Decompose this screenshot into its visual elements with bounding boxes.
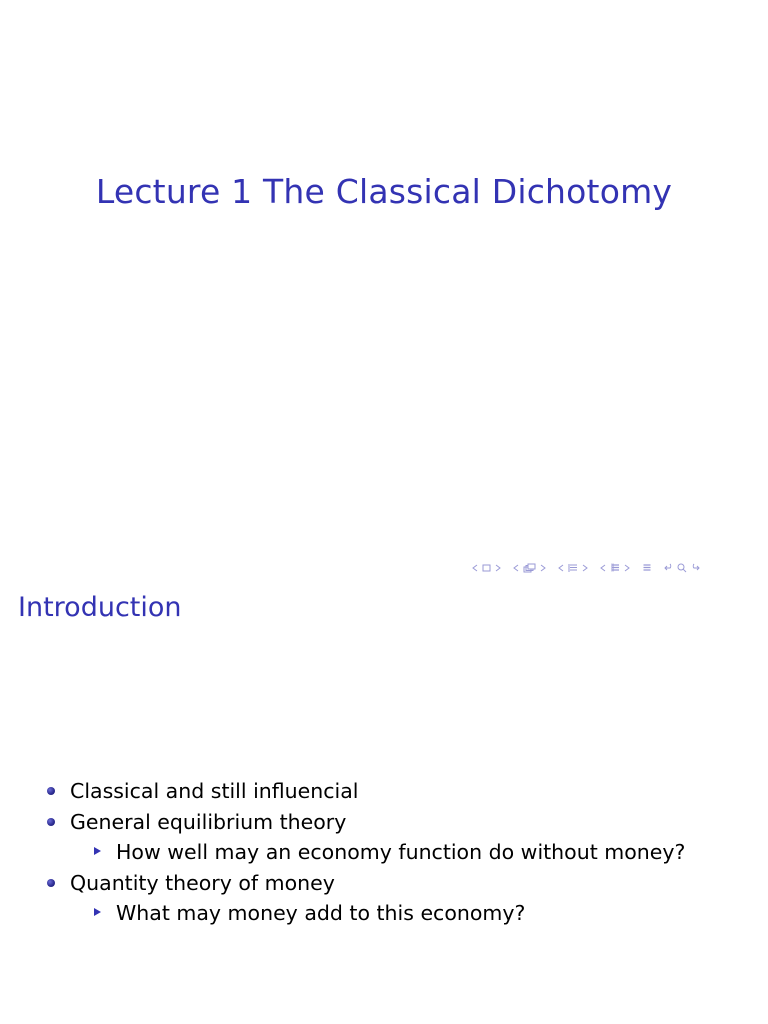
arrow-right-icon[interactable] <box>582 560 588 576</box>
document-icon[interactable] <box>642 560 652 576</box>
list-item <box>44 807 685 838</box>
bullet-icon <box>47 879 55 887</box>
lecture-title: Lecture 1 The Classical Dichotomy <box>95 172 673 211</box>
sub-list-item <box>44 837 685 868</box>
bullet-list <box>44 776 685 929</box>
beamer-navigation-bar <box>472 559 700 577</box>
list-item-text: Quantity theory of money <box>70 870 335 895</box>
arrow-right-icon[interactable] <box>540 560 546 576</box>
arrow-right-icon[interactable] <box>624 560 630 576</box>
list-item <box>44 868 685 899</box>
nav-subsection-group <box>513 560 546 576</box>
list-item-text: General equilibrium theory <box>70 809 347 834</box>
back-icon[interactable] <box>664 560 675 576</box>
section-icon[interactable] <box>568 560 578 576</box>
nav-section-group <box>558 560 588 576</box>
nav-frame-group <box>472 560 501 576</box>
frame-icon[interactable] <box>482 560 491 576</box>
list-item-text: How well may an economy function do without money? <box>116 840 686 864</box>
forward-icon[interactable] <box>689 560 700 576</box>
arrow-left-icon[interactable] <box>472 560 478 576</box>
bullet-icon <box>47 818 55 826</box>
nav-appendix-group <box>642 560 652 576</box>
arrow-left-icon[interactable] <box>513 560 519 576</box>
introduction-slide <box>0 576 768 1024</box>
arrow-left-icon[interactable] <box>558 560 564 576</box>
list-item <box>44 776 685 807</box>
frame-title: Introduction <box>18 592 182 623</box>
arrow-left-icon[interactable] <box>600 560 606 576</box>
sub-list-item <box>44 898 685 929</box>
bullet-icon <box>47 787 55 795</box>
triangle-bullet-icon <box>94 908 101 916</box>
subsection-icon[interactable] <box>523 560 536 576</box>
list-item-text: Classical and still influencial <box>70 779 359 803</box>
nav-document-group <box>600 560 630 576</box>
search-icon[interactable] <box>677 560 687 576</box>
arrow-right-icon[interactable] <box>495 560 501 576</box>
nav-search-group <box>664 560 700 576</box>
triangle-bullet-icon <box>94 847 101 855</box>
list-item-text: What may money add to this economy? <box>116 901 526 925</box>
document-icon[interactable] <box>610 560 620 576</box>
